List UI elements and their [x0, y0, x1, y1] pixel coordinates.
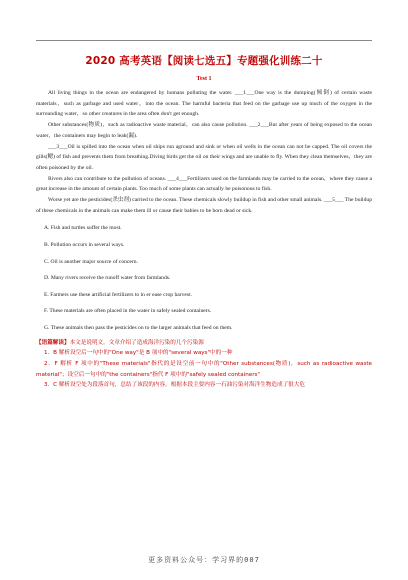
paragraph-4: Rivers also can contribute to the pollution of oceans. ___4___Fertilizers used on the farmlands may be carried to the ocean，where they cause a great increase in the amount of certain plants. Too much of some plants can actually be poisonous to fish.	[36, 175, 372, 193]
paragraph-5: Worse yet are the pesticides(杀虫剂) carried to the ocean. These chemicals slowly buildup in fish and other small animals. ___5___ The buildup of these chemicals in the animals can make them ill or cause their babies to be born dead or sick.	[36, 197, 372, 214]
answer-analysis	[36, 338, 372, 392]
paragraph-1: All living things in the ocean are endangered by humans polluting the water. ___1___One way is the dumping(倾倒) of certain waste materials，such as garbage and used water，into the ocean. The harmful bacteria that feed on the garbage use up much of the oxygen in the surrounding water，so other creatures in the area often don't get enough.	[36, 90, 372, 118]
analysis-line-1: 1．B 解析设空后一句中的"One way"是 B 项中的"several ways"中的一种	[44, 350, 233, 357]
option-c: C. Oil is another major source of concern.	[44, 258, 138, 265]
option-d: D. Many rivers receive the runoff water from farmlands.	[44, 275, 171, 282]
analysis-line-3: 3．C 解析设空处为段落首句，总结了该段的内容。根据本段主要内容一石油污染对海洋生物造成了很大危	[44, 382, 305, 389]
passage	[36, 88, 372, 216]
paragraph-3: ___3___Oil is spilled into the ocean when oil ships run aground and sink or when oil wells in the ocean can not be capped. The oil covers the gills(鳃) of fish and prevents them from breathing.Diving birds get the oil on their wings and are unable to fly. When they clean themselves，they are often poisoned by the oil.	[36, 143, 372, 171]
analysis-intro-text: 本文是说明文。文章介绍了造成海洋污染的几个污染源	[69, 339, 204, 346]
option-g: G. These animals then pass the pesticides on to the larger animals that feed on them.	[44, 325, 233, 331]
test-label: Test 1	[196, 76, 212, 82]
header-rule	[36, 40, 372, 41]
options-list	[36, 226, 372, 331]
document-title: 2020 高考英语【阅读七选五】专题强化训练二十	[85, 55, 323, 67]
option-b: B. Pollution occurs in several ways.	[44, 242, 125, 249]
paragraph-2: Other substances(物质)，such as radioactive waste material，can also cause pollution. ___2___But after years of being exposed to the ocean water，the containers may begin to leak(漏).	[36, 122, 372, 139]
option-e: E. Farmers use these artificial fertilizers to in er ease crop harvest.	[44, 291, 193, 298]
footer-text: 更多资料公众号：学习界的007	[148, 556, 260, 564]
option-f: F. These materials are often placed in the water in safely sealed containers.	[44, 308, 212, 315]
analysis-intro	[36, 338, 372, 349]
option-a: A. Fish and turtles suffer the most.	[44, 225, 122, 232]
analysis-heading: 【语篇解读】	[36, 339, 70, 346]
analysis-line-2: 2．F 解析 F 项中的"These materials"指代的是设空前一句中的"Other substances(物质)，such as radioactive waste material"；设空后一句中的"the containers"指代 F 项中的"safely sealed containers"	[36, 361, 372, 378]
